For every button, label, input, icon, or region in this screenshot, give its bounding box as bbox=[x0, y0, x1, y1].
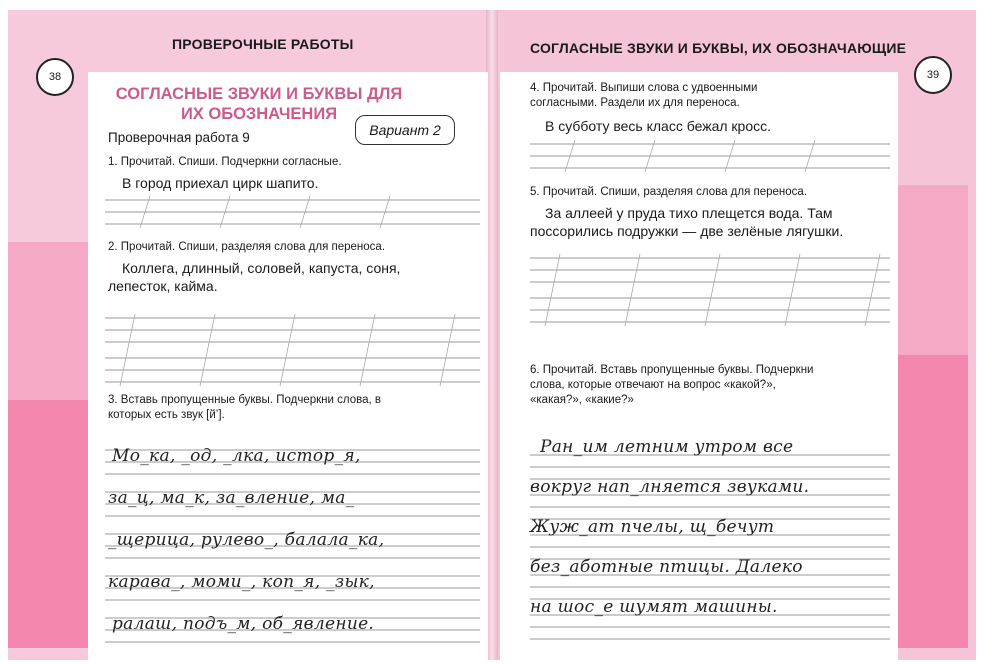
task1-text: В город приехал цирк шапито. bbox=[122, 175, 319, 191]
task6-instruction-line2: слова, которые отвечают на вопрос «какой?», bbox=[530, 379, 776, 391]
task6-instruction-line1: 6. Прочитай. Вставь пропущенные буквы. Подчеркни bbox=[530, 364, 814, 376]
task4-instruction-line1: 4. Прочитай. Выпиши слова с удвоенными bbox=[530, 82, 758, 94]
task1-instruction: 1. Прочитай. Спиши. Подчеркни согласные. bbox=[108, 156, 342, 168]
task6-handwriting-line: вокруг нап_лняется звуками. bbox=[530, 477, 810, 497]
task2-text-line2: лепесток, кайма. bbox=[108, 278, 218, 294]
task6-handwriting-line: Жуж_ат пчелы, щ_бечут bbox=[530, 517, 775, 537]
task4-instruction-line2: согласными. Раздели их для переноса. bbox=[530, 97, 740, 109]
work-title: Проверочная работа 9 bbox=[108, 130, 250, 145]
task3-handwriting-line: за_ц, ма_к, за_вление, ма_ bbox=[108, 488, 355, 508]
left-page-number: 38 bbox=[36, 58, 74, 96]
task4-text: В субботу весь класс бежал кросс. bbox=[545, 118, 772, 134]
task6-instruction-line3: «какая?», «какие?» bbox=[530, 394, 634, 406]
task3-handwriting-line: карава_, моми_, коп_я, _зык, bbox=[108, 572, 375, 592]
title-line-1: СОГЛАСНЫЕ ЗВУКИ И БУКВЫ ДЛЯ bbox=[115, 85, 403, 103]
task3-instruction-line2: которых есть звук [й’]. bbox=[108, 409, 225, 421]
right-page-number: 39 bbox=[914, 56, 952, 94]
task5-text-line1: За аллеей у пруда тихо плещется вода. Там bbox=[545, 205, 833, 221]
task5-instruction: 5. Прочитай. Спиши, разделяя слова для переноса. bbox=[530, 186, 808, 198]
task5-text-line2: поссорились подружки — две зелёные лягушки. bbox=[530, 223, 844, 239]
task3-instruction-line1: 3. Вставь пропущенные буквы. Подчеркни слова, в bbox=[108, 394, 381, 406]
task6-handwriting-line: Ран_им летним утром все bbox=[540, 437, 794, 457]
variant-badge: Вариант 2 bbox=[355, 115, 455, 145]
title-line-2: ИХ ОБОЗНАЧЕНИЯ bbox=[180, 105, 338, 123]
right-header: СОГЛАСНЫЕ ЗВУКИ И БУКВЫ, ИХ ОБОЗНАЧАЮЩИЕ bbox=[530, 40, 907, 56]
task6-handwriting-line: на шос_е шумят машины. bbox=[530, 597, 778, 617]
task2-instruction: 2. Прочитай. Спиши, разделяя слова для переноса. bbox=[108, 241, 386, 253]
left-header: ПРОВЕРОЧНЫЕ РАБОТЫ bbox=[172, 36, 354, 52]
task3-handwriting-line: Мо_ка, _од, _лка, истор_я, bbox=[112, 446, 361, 466]
task3-handwriting-line: _щерица, рулево_, балала_ка, bbox=[108, 530, 385, 550]
task2-text-line1: Коллега, длинный, соловей, капуста, соня, bbox=[122, 260, 401, 276]
task6-handwriting-line: без_аботные птицы. Далеко bbox=[530, 557, 803, 577]
task3-handwriting-line: ралаш, подъ_м, об_явление. bbox=[112, 614, 375, 634]
